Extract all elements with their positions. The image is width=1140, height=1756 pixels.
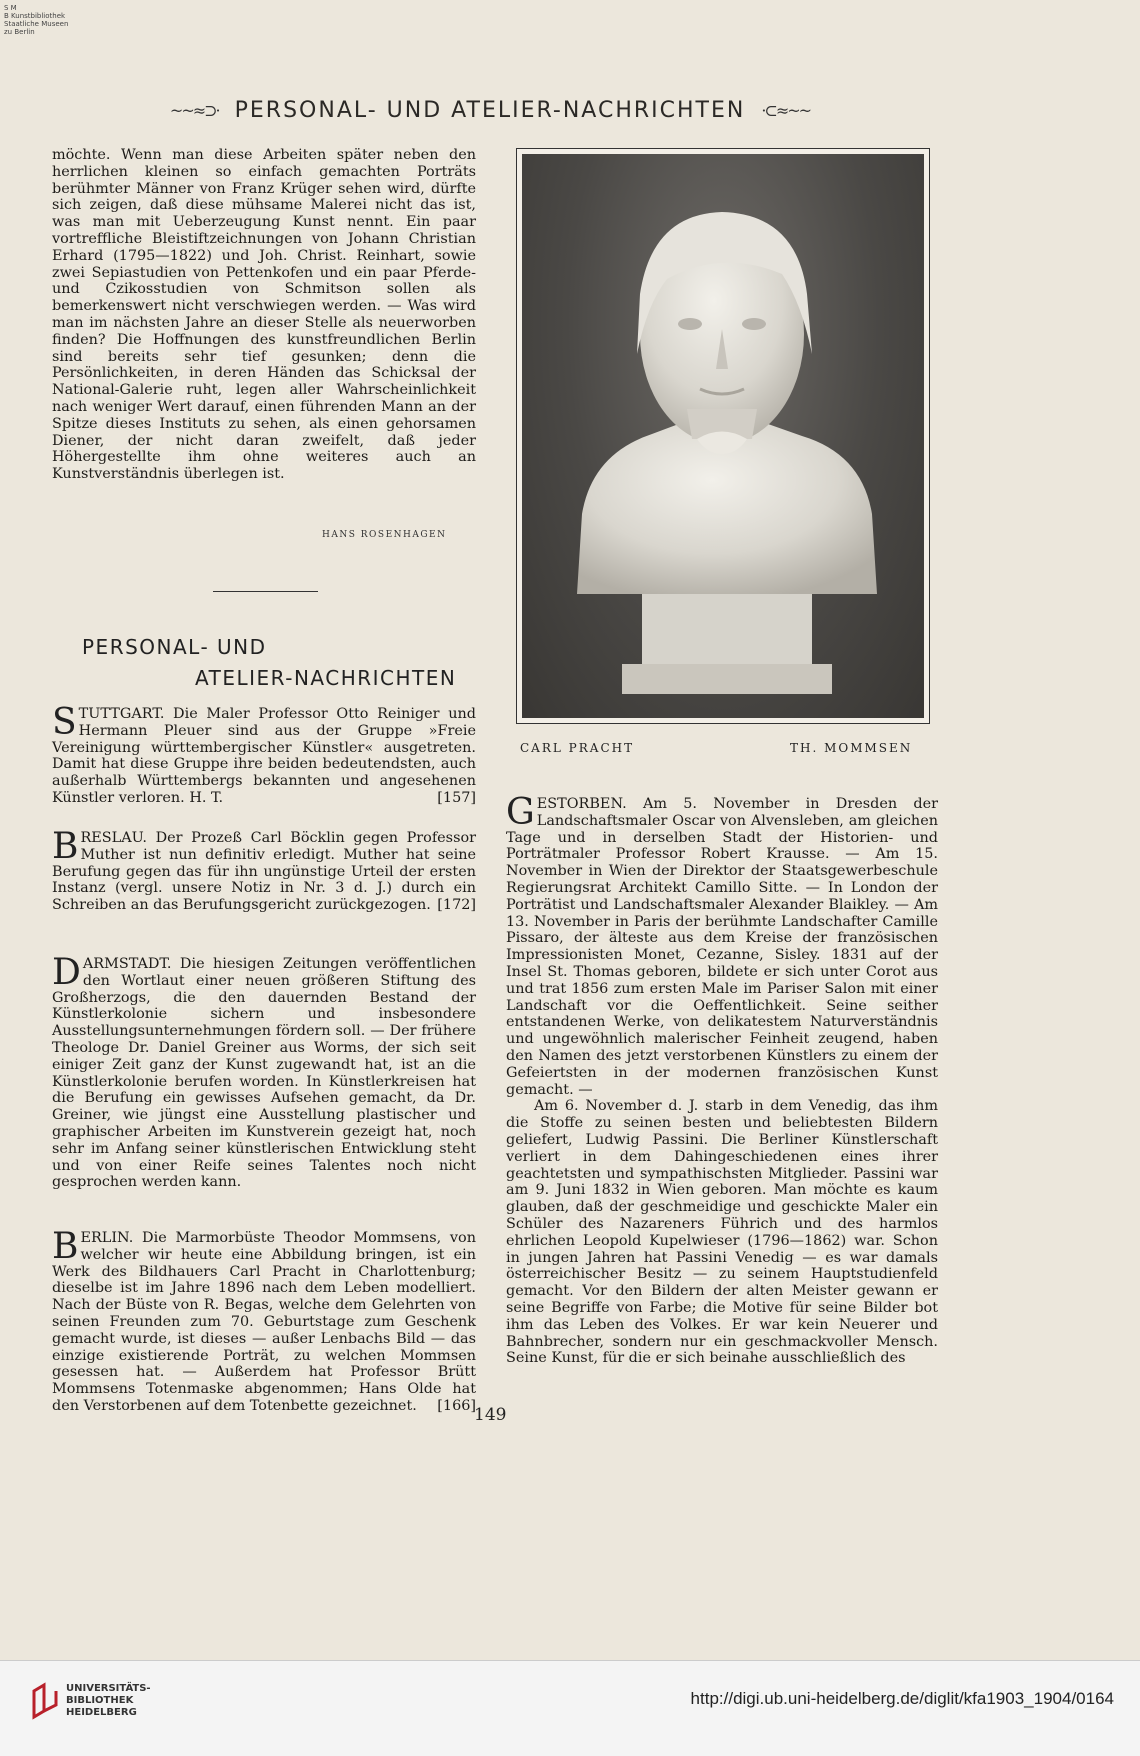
library-logo-icon [30,1681,60,1721]
drop-cap: S [52,702,77,743]
page-number: 149 [474,1405,507,1425]
notice-berlin [52,1226,476,1415]
notice-stuttgart [52,702,476,807]
section-title-line1: PERSONAL- UND [82,635,267,659]
digitization-footer [0,1660,1140,1756]
drop-cap: G [506,792,535,833]
section-divider [213,591,318,592]
drop-cap: D [52,952,81,993]
section-title-line2: ATELIER-NACHRICHTEN [195,666,457,690]
bust-photograph [522,154,924,718]
notice-ref: [166] [437,1397,476,1414]
author-signature: HANS ROSENHAGEN [322,530,447,540]
drop-cap: B [52,1226,79,1267]
intro-paragraph: möchte. Wenn man diese Arbeiten später neben den herrlichen kleinen so einfach gemachten Porträts berühmter Männer von Franz Krüger sehen wird, dürfte sich zeigen, daß diese mühsame Malerei nicht das ist, was man mit Ueberzeugung Kunst nennt. Ein paar vortreffliche Bleistiftzeichnungen von Johann Christian Erhard (1795—1822) und Joh. Christ. Reinhart, sowie zwei Sepiastudien von Pettenkofen und ein paar Pferde- und Czikosstudien von Schmitson sollen als bemerkenswert nicht verschwiegen werden. — Was wird man im nächsten Jahre an dieser Stelle als neuerworben finden? Die Hoffnungen des kunstfreundlichen Berlin sind bereits sehr tief gesunken; denn die Persönlichkeiten, in deren Händen das Schicksal der National-Galerie ruht, legen aller Wahrscheinlichkeit nach weniger Wert darauf, einen führenden Mann an der Spitze dieses Instituts zu sehen, als einen gehorsamen Diener, der nicht daran zweifelt, daß jeder Höhergestellte ihm ohne weiteres auch an Kunstverständnis überlegen ist. [52,147,476,483]
notice-breslau [52,826,476,914]
notice-text: RESLAU. Der Prozeß Carl Böcklin gegen Professor Muther ist nun definitiv erledigt. Muther hat seine Berufung gegen das für ihn ungünstige Urteil der ersten Instanz (vergl. unsere Notiz in Nr. 3 d. J.) durch ein Schreiben an das Berufungsgericht zurückgezogen. [52,830,476,914]
source-url-link[interactable]: http://digi.ub.uni-heidelberg.de/diglit/kfa1903_1904/0164 [690,1689,1114,1708]
marble-bust-illustration [522,154,924,718]
right-ornament-icon: ·⊂≈~~ [761,100,811,120]
caption-sculptor: CARL PRACHT [520,741,635,755]
obituary-paragraph-2: Am 6. November d. J. starb in dem Venedig, das ihm die Stoffe zu seinen besten und beliebtesten Bildern geliefert, Ludwig Passini. Die Berliner Künstlerschaft verliert in dem Dahingeschiedenen eines ihrer geachtetsten und sympathischsten Mitglieder. Passini war am 9. Juni 1832 in Wien geboren. Man möchte es kaum glauben, daß der geschmeidige und geschickte Maler ein Schüler des Nazareners Führich und des harmlos ehrlichen Leopold Kupelwieser (1796—1862) war. Schon in jungen Jahren hat Passini Venedig — es war damals österreichischer Besitz — zu seinem Hauptstudienfeld gemacht. Vor den Bildern der alten Meister gewann er seine Begriffe von Farbe; die Motive für seine Bilder bot ihm das Leben des Volkes. Er war kein Neuerer und Bahnbrecher, sondern nur ein geschmackvoller Mensch. Seine Kunst, für die er sich beinahe ausschließlich des [506,1098,938,1367]
notice-ref: [172] [437,897,476,914]
obituaries-column [506,792,938,1367]
caption-subject: TH. MOMMSEN [790,741,913,755]
bust-photograph-frame [516,148,930,724]
library-name: UNIVERSITÄTS- BIBLIOTHEK HEIDELBERG [66,1683,151,1718]
header-title: PERSONAL- UND ATELIER-NACHRICHTEN [234,97,746,123]
notice-darmstadt [52,952,476,1191]
notice-text: TUTTGART. Die Maler Professor Otto Reiniger und Hermann Pleuer sind aus der Gruppe »Freie Vereinigung württembergischer Künstler« ausgetreten. Damit hat diese Gruppe ihre beiden bedeutendsten, auch außerhalb Württembergs bekannten und angesehenen Künstler verloren. H. T. [52,706,476,806]
obituary-text-1: ESTORBEN. Am 5. November in Dresden der Landschaftsmaler Oscar von Alvensleben, am gleichen Tage und in derselben Stadt der Historien- und Porträtmaler Professor Robert Krausse. — Am 15. November in Wien der Direktor der Staatsgewerbeschule Regierungsrat Architekt Camillo Sitte. — In London der Porträtist und Landschaftsmaler Alexander Blaikley. — Am 13. November in Paris der berühmte Landschafter Camille Pissaro, der älteste aus dem Kreise der französischen Impressionisten Monet, Cezanne, Sisley. 1831 auf der Insel St. Thomas geboren, bildete er sich unter Corot aus und trat 1856 zum ersten Male im Pariser Salon mit einer Landschaft vor die Oeffentlichkeit. Seine seither entstandenen Werke, von delikatestem Naturverständnis und ungewöhnlich malerischer Feinheit zeugend, haben den Namen des jetzt verstorbenen Künstlers zu einem der Gefeiertsten in der modernen französischen Kunst gemacht. — [506,796,938,1098]
intro-text-block [52,147,476,483]
notice-text: ERLIN. Die Marmorbüste Theodor Mommsens, von welcher wir heute eine Abbildung bringen, ist ein Werk des Bildhauers Carl Pracht in Charlottenburg; dieselbe ist im Jahre 1896 nach dem Leben modelliert. Nach der Büste von R. Begas, welche dem Gelehrten von seinen Freunden zum 70. Geburtstage zum Geschenk gemacht wurde, ist dieses — außer Lenbachs Bild — das einzige existierende Porträt, zu welchen Mommsen gesessen hat. — Außerdem hat Professor Brütt Mommsens Totenmaske abgenommen; Hans Olde hat den Verstorbenen auf dem Totenbette gezeichnet. [52,1230,476,1414]
obituary-paragraph-1 [506,792,938,1098]
running-header [140,92,840,128]
drop-cap: B [52,826,79,867]
notice-ref: [157] [437,789,476,806]
library-stamp: S M B Kunstbibliothek Staatliche Museen zu Berlin [4,4,69,36]
left-ornament-icon: ~~≈⊃· [169,100,219,120]
notice-text: ARMSTADT. Die hiesigen Zeitungen veröffentlichen den Wortlaut einer neuen größeren Stiftung des Großherzogs, die den dauernden Bestand der Künstlerkolonie sichern und insbesondere Ausstellungsunternehmungen fördern soll. — Der frühere Theologe Dr. Daniel Greiner aus Worms, der sich seit einiger Zeit ganz der Kunst zugewandt hat, ist an die Künstlerkolonie berufen worden. In Künstlerkreisen hat die Berufung ein gewisses Aufsehen gemacht, da Dr. Greiner, wie jüngst eine Ausstellung plastischer und graphischer Arbeiten im Kunstverein gezeigt hat, noch sehr im Anfang seiner künstlerischen Entwicklung steht und von einer Reife seines Talentes noch nicht gesprochen werden kann. [52,956,476,1191]
